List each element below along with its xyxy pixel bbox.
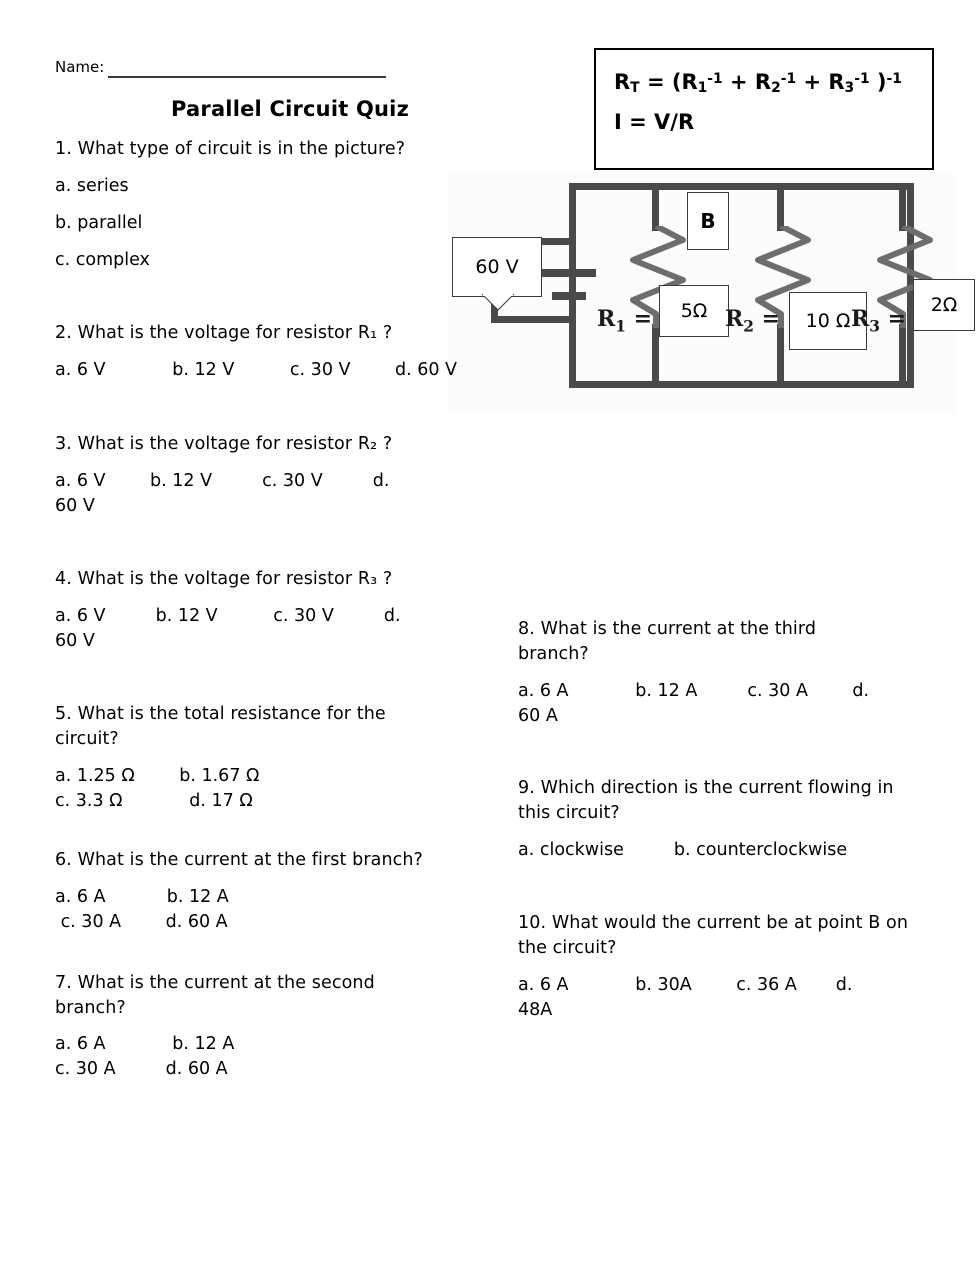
resistor-2-label-r: R: [725, 306, 744, 332]
formula-r2-exponent: -1: [780, 71, 797, 87]
question-8-text: What is the current at the third branch?: [518, 619, 817, 664]
question-1: [55, 137, 475, 162]
question-3-options-line-2[interactable]: 60 V: [55, 496, 95, 516]
resistor-2-value: 10 Ω: [805, 310, 851, 332]
name-field-label: Name:: [55, 58, 110, 76]
battery-short-plate: [552, 292, 586, 300]
formula-r3-exponent: -1: [854, 71, 870, 87]
formula-ohms-law: I = V/R: [614, 109, 695, 134]
formula-plus-2: + R: [796, 69, 845, 94]
resistor-3-label-r: R: [851, 306, 870, 332]
question-6-options-line-2[interactable]: c. 30 A d. 60 A: [55, 912, 228, 932]
resistor-3-label-subscript: 3: [869, 317, 881, 336]
question-6-options-line-1[interactable]: a. 6 A b. 12 A: [55, 887, 229, 907]
question-10: [518, 911, 930, 961]
question-5-options-line-2[interactable]: c. 3.3 Ω d. 17 Ω: [55, 791, 253, 811]
voltage-source-callout: [452, 237, 542, 297]
question-1-option-a[interactable]: a. series: [55, 176, 129, 196]
resistor-1-label-equals: =: [626, 306, 653, 332]
branch3-top-wire: [899, 183, 906, 231]
question-7-text: What is the current at the second branch?: [55, 973, 375, 1018]
formula-r2-subscript: 2: [771, 79, 781, 96]
question-3: [55, 432, 485, 457]
question-6-number: 6.: [55, 850, 72, 870]
question-2-text: What is the voltage for resistor R₁ ?: [77, 323, 393, 343]
question-8: [518, 617, 873, 667]
formula-r1-exponent: -1: [707, 71, 723, 87]
question-5-options-line-1[interactable]: a. 1.25 Ω b. 1.67 Ω: [55, 766, 260, 786]
question-2-number: 2.: [55, 323, 72, 343]
resistor-1-label-r: R: [597, 306, 616, 332]
question-10-options-line-2[interactable]: 48A: [518, 1000, 553, 1020]
voltage-source-callout-tail: [452, 294, 544, 316]
question-9: [518, 776, 928, 826]
question-1-number: 1.: [55, 139, 72, 159]
branch1-top-wire: [652, 183, 659, 231]
question-8-options-line-2[interactable]: 60 A: [518, 706, 558, 726]
formula-eq-open: = (R: [639, 69, 698, 94]
battery-bottom-lead: [491, 316, 575, 323]
question-3-number: 3.: [55, 434, 72, 454]
resistor-1-label-subscript: 1: [615, 317, 627, 336]
question-5-text: What is the total resistance for the circuit?: [55, 704, 386, 749]
question-3-options-line-1[interactable]: a. 6 V b. 12 V c. 30 V d.: [55, 471, 390, 491]
formula-box: [594, 48, 934, 170]
formula-plus-1: + R: [722, 69, 772, 94]
point-b-callout: [687, 192, 729, 250]
question-4-options-line-1[interactable]: a. 6 V b. 12 V c. 30 V d.: [55, 606, 401, 626]
battery-top-lead: [540, 238, 574, 245]
question-8-number: 8.: [518, 619, 535, 639]
question-10-number: 10.: [518, 913, 547, 933]
question-5-number: 5.: [55, 704, 72, 724]
point-b-label: B: [700, 209, 716, 233]
resistor-1-label: [597, 306, 652, 335]
battery-long-plate: [540, 269, 596, 277]
question-10-options-line-1[interactable]: a. 6 A b. 30A c. 36 A d.: [518, 975, 853, 995]
circuit-top-rail: [569, 183, 914, 190]
resistor-2-label-subscript: 2: [743, 317, 755, 336]
question-8-options-line-1[interactable]: a. 6 A b. 12 A c. 30 A d.: [518, 681, 870, 701]
question-2: [55, 321, 485, 346]
question-1-option-b[interactable]: b. parallel: [55, 213, 143, 233]
question-4-number: 4.: [55, 569, 72, 589]
branch1-bottom-wire: [652, 324, 659, 388]
page-title: Parallel Circuit Quiz: [170, 97, 409, 121]
formula-rt-prefix: R: [614, 69, 631, 94]
question-3-text: What is the voltage for resistor R₂ ?: [77, 434, 393, 454]
formula-r1-subscript: 1: [697, 79, 708, 96]
resistor-3-value: 2Ω: [930, 294, 958, 316]
resistor-1-value: 5Ω: [680, 300, 708, 322]
circuit-diagram: [447, 174, 957, 414]
resistor-3-label: [851, 306, 906, 335]
question-7-number: 7.: [55, 973, 72, 993]
resistor-2-label: [725, 306, 780, 335]
voltage-source-value: 60 V: [475, 256, 519, 278]
question-9-number: 9.: [518, 778, 535, 798]
question-10-text: What would the current be at point B on the circuit?: [518, 913, 909, 958]
formula-close-paren: ): [869, 69, 887, 94]
question-7: [55, 971, 435, 1021]
question-2-options-line-1[interactable]: a. 6 V b. 12 V c. 30 V d. 60 V: [55, 360, 458, 380]
name-write-in-line[interactable]: [108, 76, 386, 78]
question-9-text: Which direction is the current flowing in this circuit?: [518, 778, 894, 823]
resistor-2-label-equals: =: [754, 306, 781, 332]
resistor-1-value-callout: [659, 285, 729, 337]
question-5: [55, 702, 445, 752]
question-9-options-line-1[interactable]: a. clockwise b. counterclockwise: [518, 840, 848, 860]
question-1-option-c[interactable]: c. complex: [55, 250, 150, 270]
formula-total-resistance: [614, 62, 932, 105]
question-4-options-line-2[interactable]: 60 V: [55, 631, 95, 651]
formula-outer-exponent: -1: [886, 71, 902, 87]
formula-r3-subscript: 3: [844, 79, 855, 96]
question-4-text: What is the voltage for resistor R₃ ?: [77, 569, 393, 589]
resistor-3-value-callout: [913, 279, 975, 331]
question-6: [55, 848, 485, 873]
formula-rt-subscript: T: [630, 79, 640, 96]
branch2-top-wire: [777, 183, 784, 231]
question-7-options-line-2[interactable]: c. 30 A d. 60 A: [55, 1059, 228, 1079]
circuit-left-rail: [569, 183, 576, 388]
question-7-options-line-1[interactable]: a. 6 A b. 12 A: [55, 1034, 235, 1054]
circuit-bottom-rail: [569, 381, 914, 388]
resistor-3-label-equals: =: [880, 306, 907, 332]
question-4: [55, 567, 485, 592]
question-1-text: What type of circuit is in the picture?: [77, 139, 406, 159]
question-6-text: What is the current at the first branch?: [77, 850, 423, 870]
